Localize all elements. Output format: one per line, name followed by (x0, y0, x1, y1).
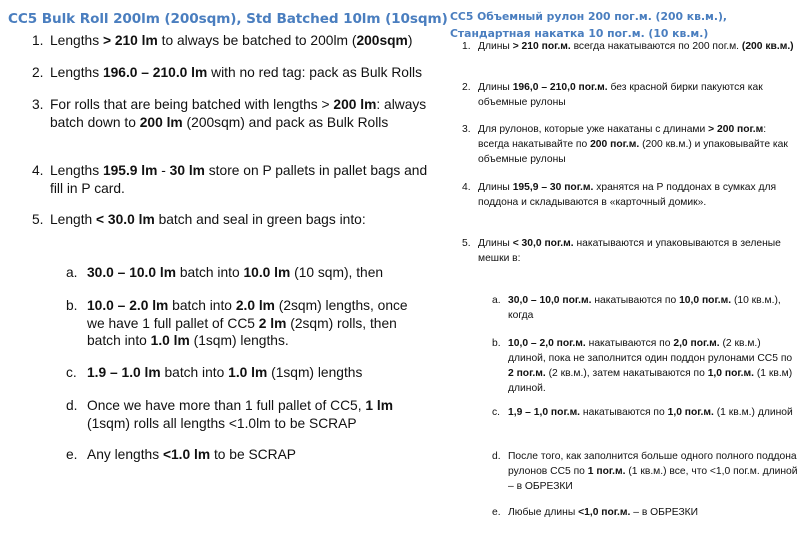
item-number: 4. (32, 163, 44, 178)
item-text: Для рулонов, которые уже накатаны с длинами > 200 пог.м: всегда накатывайте по 200 пог.м. (200 кв.м.) и упаковывайте как объемные рулоны (478, 124, 788, 165)
item-text: Length < 30.0 lm batch and seal in green bags into: (50, 212, 366, 227)
item-letter: a. (492, 295, 501, 306)
item-text: 1.9 – 1.0 lm batch into 1.0 lm (1sqm) lengths (87, 365, 363, 380)
item-text: 1,9 – 1,0 пог.м. накатываются по 1,0 пог.м. (1 кв.м.) длиной (508, 407, 793, 418)
item-letter: c. (492, 407, 501, 418)
item-text: Длины < 30,0 пог.м. накатываются и упаковываются в зеленые мешки в: (478, 238, 781, 264)
item-text: For rolls that are being batched with lengths > 200 lm: always batch down to 200 lm (200sqm) and pack as Bulk Rolls (50, 97, 427, 130)
russian-title: CC5 Объемный рулон 200 пог.м. (200 кв.м.), Стандартная накатка 10 пог.м. (10 кв.м.) (450, 10, 728, 40)
item-number: 3. (32, 97, 44, 112)
item-text: Lengths > 210 lm to always be batched to 200lm (200sqm) (50, 33, 413, 48)
item-number: 2. (32, 65, 44, 80)
item-number: 4. (462, 182, 471, 193)
item-letter: e. (492, 507, 501, 518)
item-letter: e. (66, 447, 78, 462)
item-text: 30.0 – 10.0 lm batch into 10.0 lm (10 sqm), then (87, 265, 384, 280)
item-letter: d. (66, 398, 78, 413)
item-text: Любые длины <1,0 пог.м. – в ОБРЕЗКИ (508, 507, 699, 518)
item-number: 2. (462, 82, 471, 93)
item-number: 5. (462, 238, 471, 249)
item-letter: b. (492, 338, 501, 349)
item-text: Any lengths <1.0 lm to be SCRAP (87, 447, 296, 462)
item-text: Lengths 196.0 – 210.0 lm with no red tag: pack as Bulk Rolls (50, 65, 422, 80)
item-letter: d. (492, 451, 501, 462)
english-title: CC5 Bulk Roll 200lm (200sqm), Std Batched 10lm (10sqm) (8, 11, 448, 27)
item-text: Длины > 210 пог.м. всегда накатываются по 200 пог.м. (200 кв.м.) (478, 41, 794, 52)
item-letter: a. (66, 265, 78, 280)
item-letter: b. (66, 298, 78, 313)
item-text: Lengths 195.9 lm - 30 lm store on P pallets in pallet bags and fill in P card. (50, 163, 428, 196)
item-number: 3. (462, 124, 471, 135)
item-number: 1. (32, 33, 44, 48)
item-text: 10,0 – 2,0 пог.м. накатываются по 2,0 пог.м. (2 кв.м.) длиной, пока не заполнится один поддон рулонами CC5 по 2 пог.м. (2 кв.м.), затем накатываются по 1,0 пог.м. (1 кв.м) длиной. (508, 338, 793, 394)
item-text: После того, как заполнится больше одного полного поддона рулонов CC5 по 1 пог.м. (1 кв.м.) все, что <1,0 пог.м. длиной – в ОБРЕЗКИ (508, 451, 798, 492)
item-text: Длины 195,9 – 30 пог.м. хранятся на Р поддонах в сумках для поддона и складываются в «карточный домик». (478, 182, 777, 208)
item-text: 10.0 – 2.0 lm batch into 2.0 lm (2sqm) lengths, once we have 1 full pallet of CC5 2 lm (2sqm) rolls, then batch into 1.0 lm (1sqm) lengths. (87, 298, 408, 348)
item-letter: c. (66, 365, 77, 380)
item-number: 5. (32, 212, 44, 227)
item-text: Once we have more than 1 full pallet of CC5, 1 lm (1sqm) rolls all lengths <1.0lm to be SCRAP (87, 398, 393, 431)
item-text: Длины 196,0 – 210,0 пог.м. без красной бирки пакуются как объемные рулоны (478, 82, 763, 108)
item-number: 1. (462, 41, 471, 52)
item-text: 30,0 – 10,0 пог.м. накатываются по 10,0 пог.м. (10 кв.м.), когда (508, 295, 781, 321)
